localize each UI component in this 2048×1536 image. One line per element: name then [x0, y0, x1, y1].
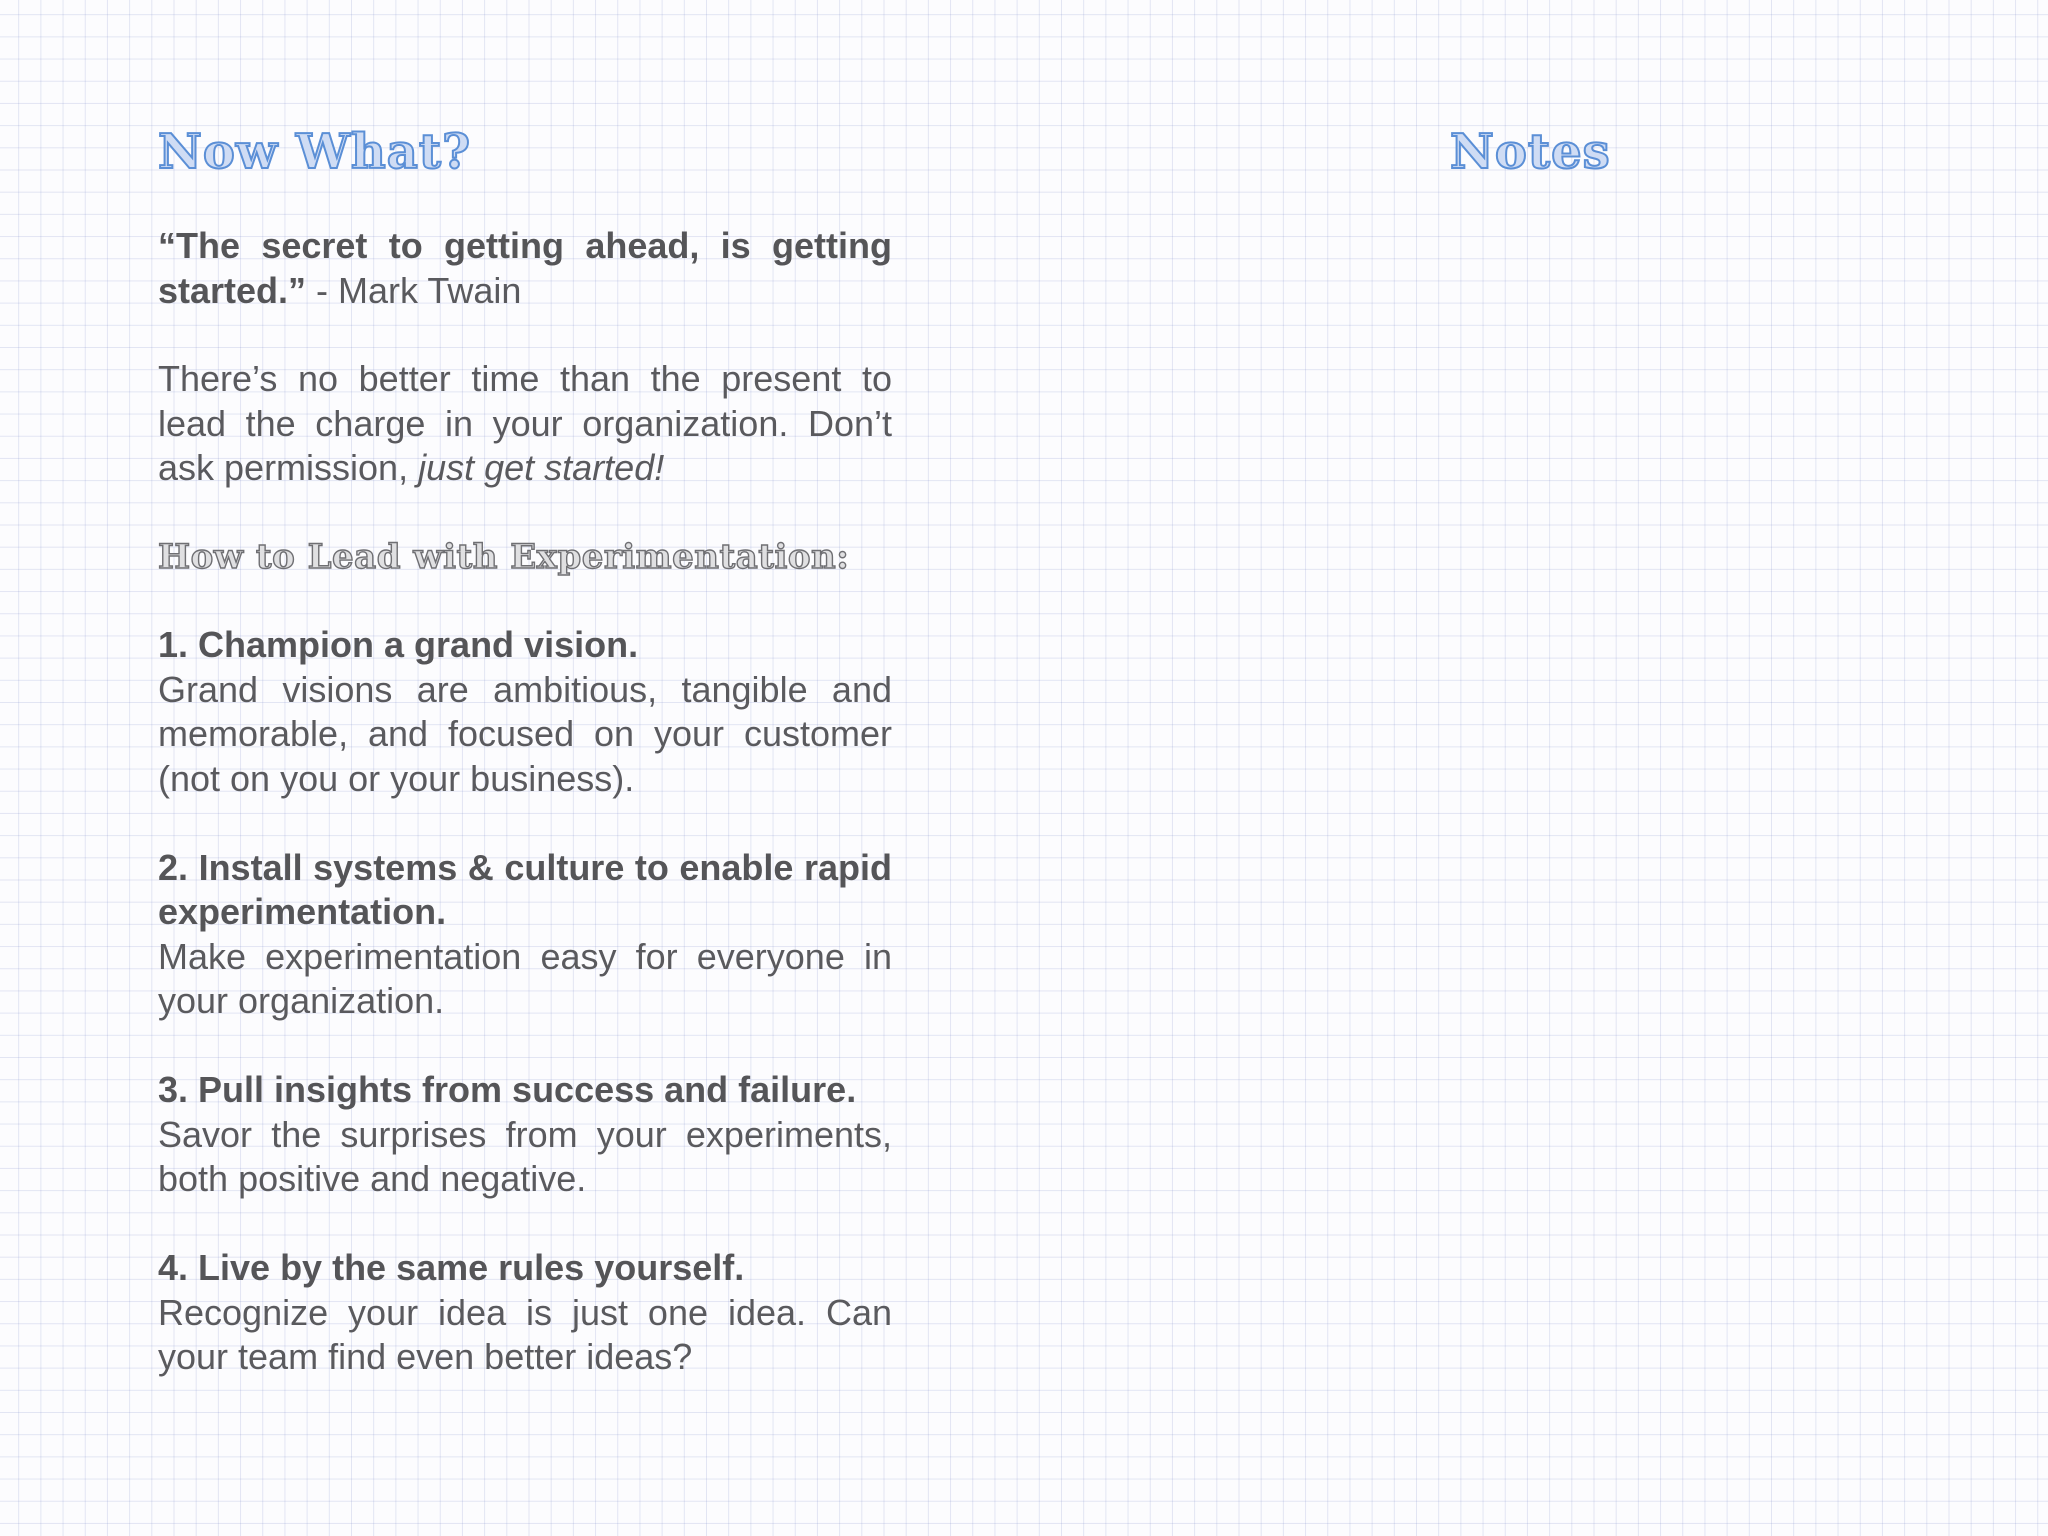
steps-list	[158, 623, 892, 1380]
step-body: Grand visions are ambitious, tangible and memorable, and focused on your customer (not on you or your business).	[158, 668, 892, 799]
step-title: 4. Live by the same rules yourself.	[158, 1247, 745, 1288]
list-item	[158, 1246, 892, 1380]
section-heading-suffix: :	[836, 536, 850, 577]
left-column	[158, 116, 892, 1424]
list-item	[158, 1068, 892, 1202]
quote-attribution: - Mark Twain	[306, 269, 522, 311]
page-title: Now What?	[158, 124, 472, 180]
step-body: Make experimentation easy for everyone in your organization.	[158, 935, 892, 1021]
quote-text: “The secret to getting ahead, is getting started.”	[158, 225, 892, 311]
notes-title: Notes	[1450, 124, 1611, 180]
list-item	[158, 623, 892, 801]
section-heading	[158, 535, 892, 580]
step-title: 2. Install systems & culture to enable rapid experimentation.	[158, 846, 892, 932]
list-item	[158, 846, 892, 1024]
quote	[158, 224, 892, 313]
step-title: 1. Champion a grand vision.	[158, 624, 639, 665]
intro-text: There’s no better time than the present to lead the charge in your organization. Don’t ask permission,	[158, 358, 892, 488]
step-body: Savor the surprises from your experiments, both positive and negative.	[158, 1113, 892, 1199]
intro-emphasis: just get started!	[418, 447, 665, 488]
intro-paragraph	[158, 357, 892, 491]
section-heading-text: How to Lead with Experimentation	[158, 536, 837, 577]
step-title: 3. Pull insights from success and failure.	[158, 1069, 857, 1110]
step-body: Recognize your idea is just one idea. Can your team find even better ideas?	[158, 1291, 892, 1377]
